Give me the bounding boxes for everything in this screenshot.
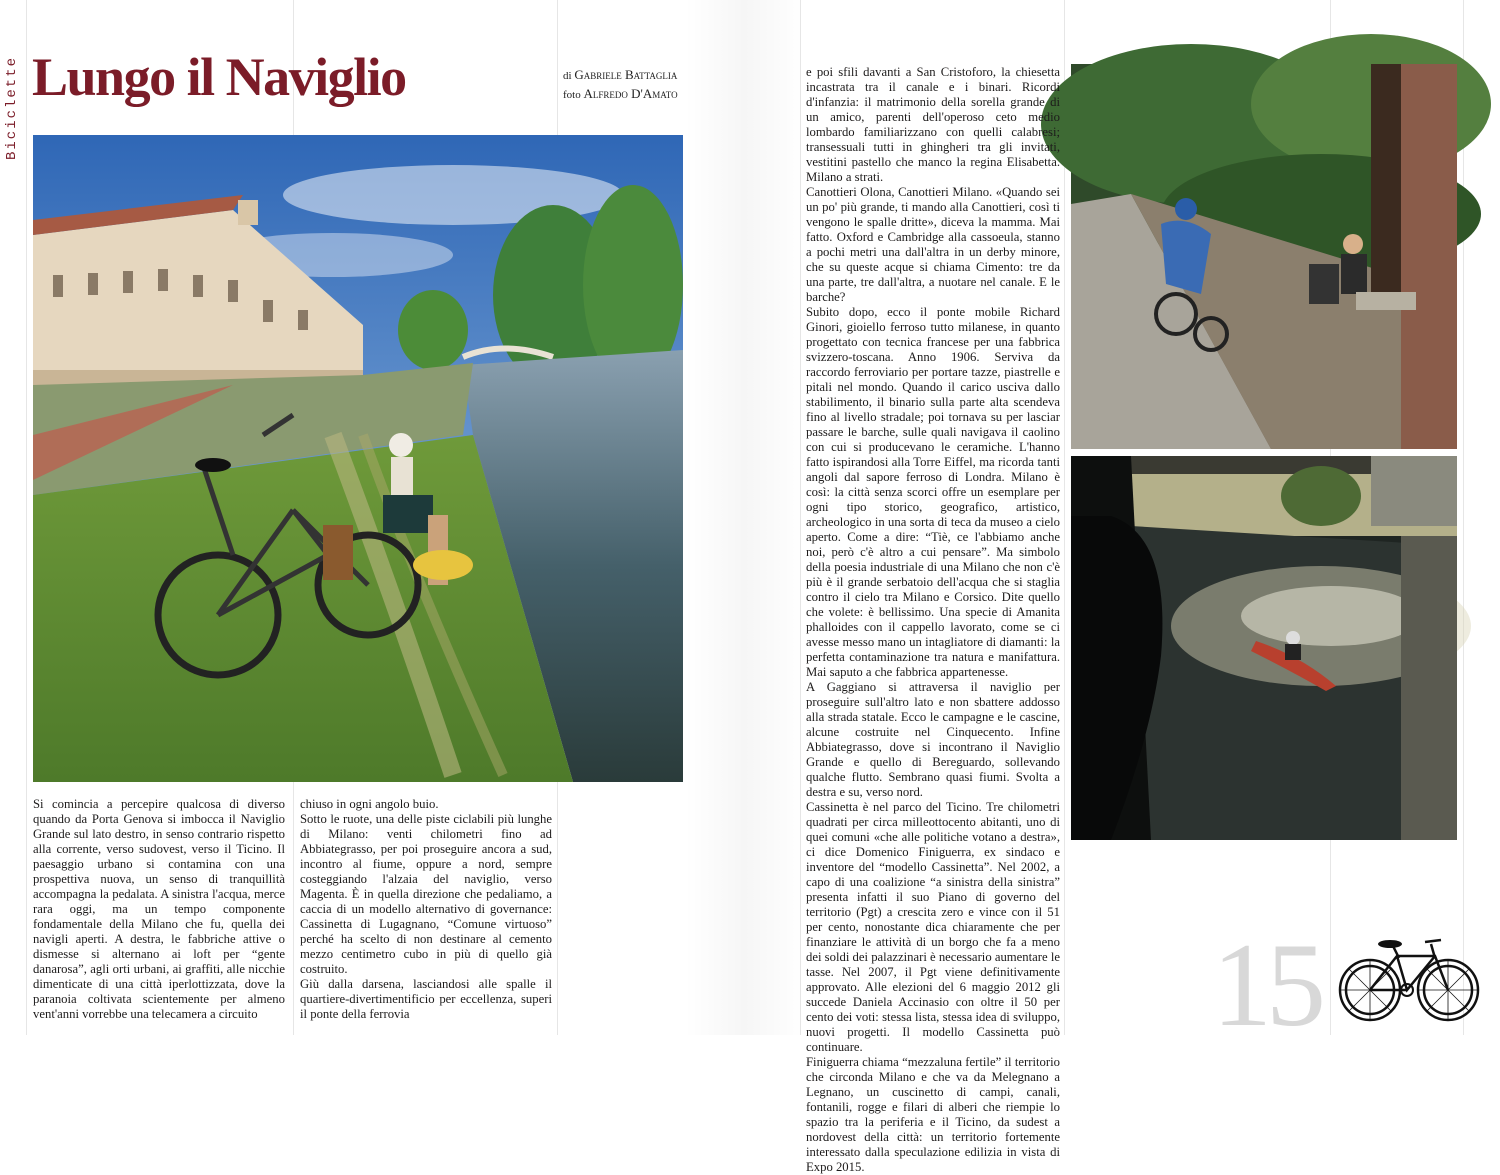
byline	[563, 66, 678, 104]
top-right-photo	[1071, 64, 1457, 449]
text-column-2	[300, 797, 552, 1022]
column-guide	[26, 0, 27, 1035]
column-guide	[1463, 0, 1464, 1035]
bicycle-icon	[1335, 928, 1483, 1026]
section-label: Biciclette	[4, 55, 20, 160]
paragraph: Giù dalla darsena, lasciandosi alle spalle il quartiere-divertimentificio per eccellenza, superi il ponte della ferrovia	[300, 977, 552, 1021]
paragraph: Canottieri Olona, Canottieri Milano. «Quando sei un po' più grande, ti mando alla Canottieri, così ti vengono le spalle dritte», diceva la mamma. Mai fatto. Oxford e Cambridge alla cassoeula, stanno a pochi metri una dall'altra in un derby minore, che su queste acque si chiama Cimento: tre da una parte, tre dall'altra, a nuotare nel canale. E le barche?	[806, 185, 1060, 304]
photographer-name: Alfredo D'Amato	[583, 86, 678, 101]
paragraph: Si comincia a percepire qualcosa di diverso quando da Porta Genova si imbocca il Naviglio Grande sul lato destro, in senso contrario rispetto alla corrente, verso sudovest, verso il Ticino. Il paesaggio urbano si contamina con una prospettiva nuova, un senso di tranquillità accompagna la pedalata. A sinistra l'acqua, merce rara oggi, ma un tempo componente fondamentale della Milano che fu, quella dei navigli aperti. A destra, le fabbriche attive o dismesse si alternano ai loft per “gente danarosa”, agli orti urbani, ai graffiti, alle nicchie dimenticate di una città iperlottizzata, dove la paranoia coltivata scientemente per almeno vent'anni vorrebbe una telecamera a circuito	[33, 797, 285, 1021]
page-number: 15	[1212, 918, 1320, 1051]
column-guide	[800, 0, 801, 1035]
bottom-right-photo	[1071, 456, 1457, 840]
paragraph: Cassinetta è nel parco del Ticino. Tre chilometri quadrati per circa milleottocento abitanti, uno di quei comuni «che alle politiche votano a destra», ci dice Domenico Finiguerra, ex sindaco e inventore del “modello Cassinetta”. Nel 2002, a capo di una coalizione “a sinistra della sinistra” presenta infatti il suo Piano di governo del territorio (Pgt) a crescita zero e vince con il 51 per cento, nonostante dica chiaramente che per finanziare le attività di un borgo che fa a meno dei soldi dei palazzinari è necessario aumentare le tasse. Nel 2007, il Pgt viene definitivamente approvato. Alle elezioni del 6 maggio 2012 gli succede Daniela Accinasio con oltre il 50 per cento dei voti: stessa lista, stessa idea di sviluppo, nuovi progetti. Il modello Cassinetta può continuare.	[806, 800, 1060, 1054]
paragraph: Sotto le ruote, una delle piste ciclabili più lunghe di Milano: venti chilometri fino ad Abbiategrasso, per poi proseguire ancora a sud, incontro al fiume, oppure a nord, sempre costeggiando l'alzaia del naviglio, verso Magenta. È in quella direzione che pedaliamo, a caccia di un modello alternativo di governance: Cassinetta di Lugagnano, “Comune virtuoso” perché ha scelto di non destinare al cemento mezzo centimetro cubo in più di quello già costruito.	[300, 812, 552, 976]
photographer-prefix: foto	[563, 89, 581, 101]
author-name: Gabriele Battaglia	[574, 67, 678, 82]
page-gutter	[684, 0, 804, 1035]
paragraph: Finiguerra chiama “mezzaluna fertile” il territorio che circonda Milano e che va da Melegnano a Legnano, un cuscinetto di campi, canali, fontanili, rogge e filari di alberi che riempie lo spazio tra la periferia e il Ticino, da sudest a nordovest della città: un territorio fortemente interessato dalla speculazione edilizia in vista di Expo 2015.	[806, 1055, 1060, 1174]
text-column-3	[806, 65, 1060, 1175]
paragraph: e poi sfili davanti a San Cristoforo, la chiesetta incastrata tra il canale e i binari. Ricordi d'infanzia: il matrimonio della sorella grande di un amico, parenti dell'operoso ceto medio lombardo familiarizzano con quelli calabresi; transessuali tutti in ghingheri tra gli invitati, vestitini pastello che manco la regina Elisabetta. Milano a strati.	[806, 65, 1060, 184]
paragraph: Subito dopo, ecco il ponte mobile Richard Ginori, gioiello ferroso tutto milanese, in quanto progettato con tecnica francese per una fabbrica svizzero-toscana. Anno 1906. Serviva da raccordo ferroviario per portare tazze, piastrelle e pitali nel mondo. Quando il carico usciva dallo stabilimento, il binario sulla parte alta scendeva fino al livello stradale; poi tornava su per lasciar passare le barche, sulle quali navigava il caolino con cui si producevano le ceramiche. L'hanno fatto ispirandosi alla Torre Eiffel, ma ricorda tanti angoli dal sapore ferroso di Londra. Milano è così: la città senza scorci offre un esemplare per ogni tipo storico, geografico, artistico, archeologico in una sorta di teca da museo a cielo aperto. Come a dire: “Tiè, ce l'abbiamo anche noi, però c'è altro a cui pensare”. Ma simbolo della poesia industriale di una Milano che non c'è più è il grande serbatoio dell'acqua che si staglia contro il cielo tra Milano e Corsico. Dite quello che volete: è bellissimo. Una specie di Amanita phalloides con il cappello lavorato, come se ci avesse messo mano un intagliatore di diamanti: la perfetta contaminazione tra natura e manifattura. Mai saputo a che fabbrica appartenesse.	[806, 305, 1060, 679]
paragraph: chiuso in ogni angolo buio.	[300, 797, 439, 811]
photographer-line	[563, 85, 678, 104]
paragraph: A Gaggiano si attraversa il naviglio per proseguire sull'altro lato e non sbattere addosso alla strada statale. Ecco le campagne e le cascine, alcune costruite nel Cinquecento. Infine Abbiategrasso, dove si incontrano il Naviglio Grande e quello di Bereguardo, sollevando qualche flutto. Sembrano quasi fiumi. Svolta a destra e su, verso nord.	[806, 680, 1060, 799]
text-column-1	[33, 797, 285, 1022]
article-title: Lungo il Naviglio	[32, 47, 406, 107]
author-line	[563, 66, 678, 85]
author-prefix: di	[563, 70, 572, 82]
main-photo	[33, 135, 683, 782]
